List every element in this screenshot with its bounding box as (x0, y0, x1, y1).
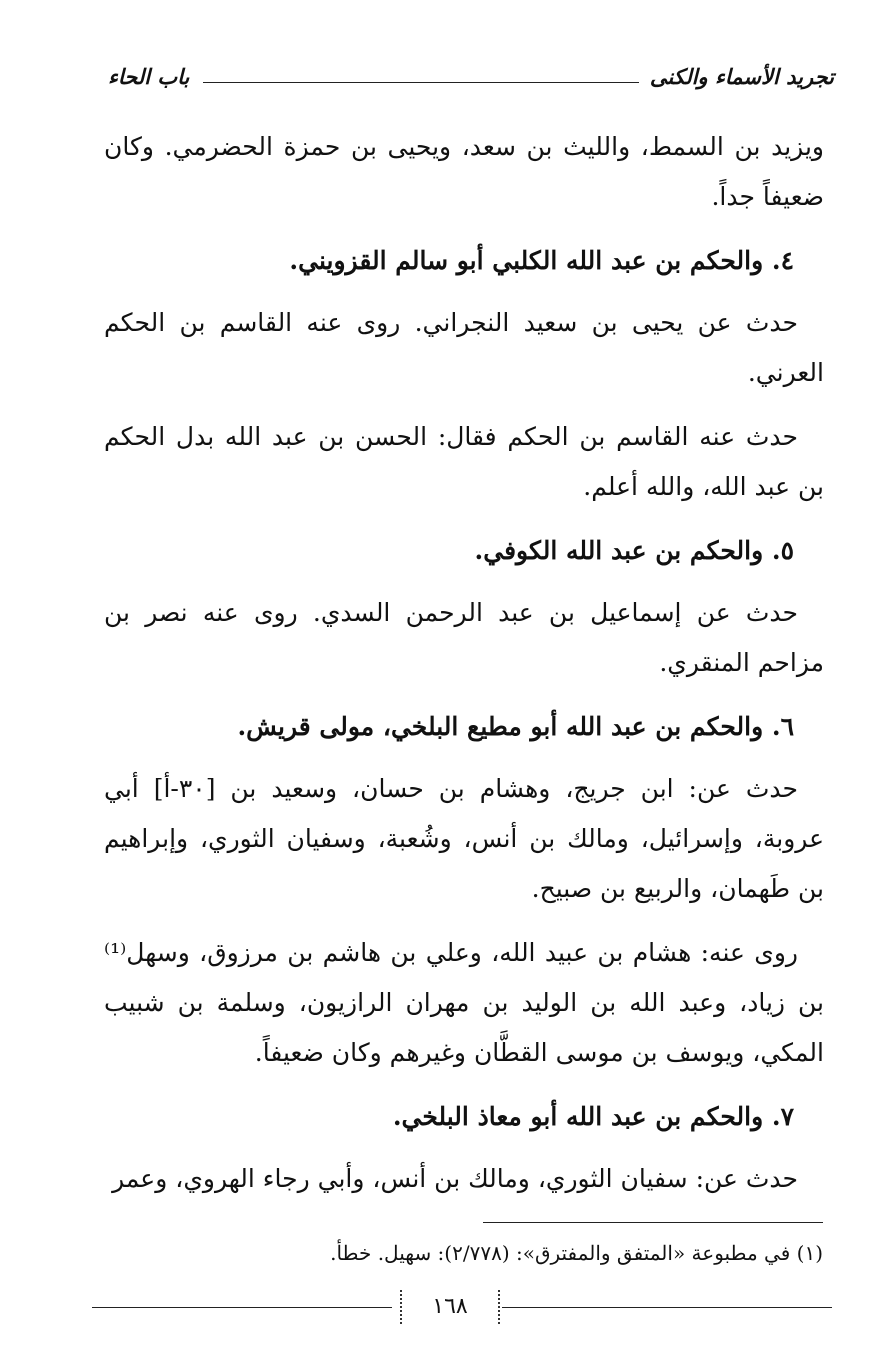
paragraph: حدث عن إسماعيل بن عبد الرحمن السدي. روى عنه نصر بن مزاحم المنقري. (104, 598, 824, 677)
entry-heading-6: ٦. والحكم بن عبد الله أبو مطيع البلخي، مولى قريش. (237, 712, 794, 741)
paragraph: حدث عن يحيى بن سعيد النجراني. روى عنه القاسم بن الحكم العرني. (104, 308, 824, 387)
header-rule (203, 82, 639, 83)
chapter-title: باب الحاء (108, 64, 190, 89)
paragraph: حدث عن: سفيان الثوري، ومالك بن أنس، وأبي رجاء الهروي، وعمر (112, 1164, 798, 1193)
footer-rule-left (92, 1307, 392, 1308)
entry-heading-4: ٤. والحكم بن عبد الله الكلبي أبو سالم القزويني. (289, 246, 794, 275)
paragraph: حدث عنه القاسم بن الحكم فقال: الحسن بن عبد الله بدل الحكم بن عبد الله، والله أعلم. (104, 422, 824, 501)
footer-rule-right (502, 1307, 832, 1308)
paragraph: حدث عن: ابن جريج، وهشام بن حسان، وسعيد بن [٣٠-أ] أبي عروبة، وإسرائيل، ومالك بن أنس، وشُعبة، وسفيان الثوري، وإبراهيم بن طَهمان، والربيع بن صبيح. (104, 774, 824, 903)
running-header (108, 60, 834, 100)
entry-heading-5: ٥. والحكم بن عبد الله الكوفي. (474, 536, 794, 565)
paragraph: روى عنه: هشام بن عبيد الله، وعلي بن هاشم بن مرزوق، وسهل⁽¹⁾ بن زياد، وعبد الله بن الوليد بن مهران الرازيون، وسلمة بن شبيب المكي، ويوسف بن موسى القطَّان وغيرهم وكان ضعيفاً. (104, 938, 824, 1067)
book-title: تجريد الأسماء والكنى (649, 64, 834, 89)
paragraph-continuation: ويزيد بن السمط، والليث بن سعد، ويحيى بن حمزة الحضرمي. وكان ضعيفاً جداً. (104, 132, 824, 211)
footnote: (١) في مطبوعة «المتفق والمفترق»: (٢/٧٧٨): سهيل. خطأ. (330, 1241, 823, 1265)
page-number: ١٦٨ (400, 1290, 500, 1324)
footnote-separator (483, 1222, 823, 1223)
page-body (104, 122, 824, 1218)
entry-heading-7: ٧. والحكم بن عبد الله أبو معاذ البلخي. (392, 1102, 794, 1131)
